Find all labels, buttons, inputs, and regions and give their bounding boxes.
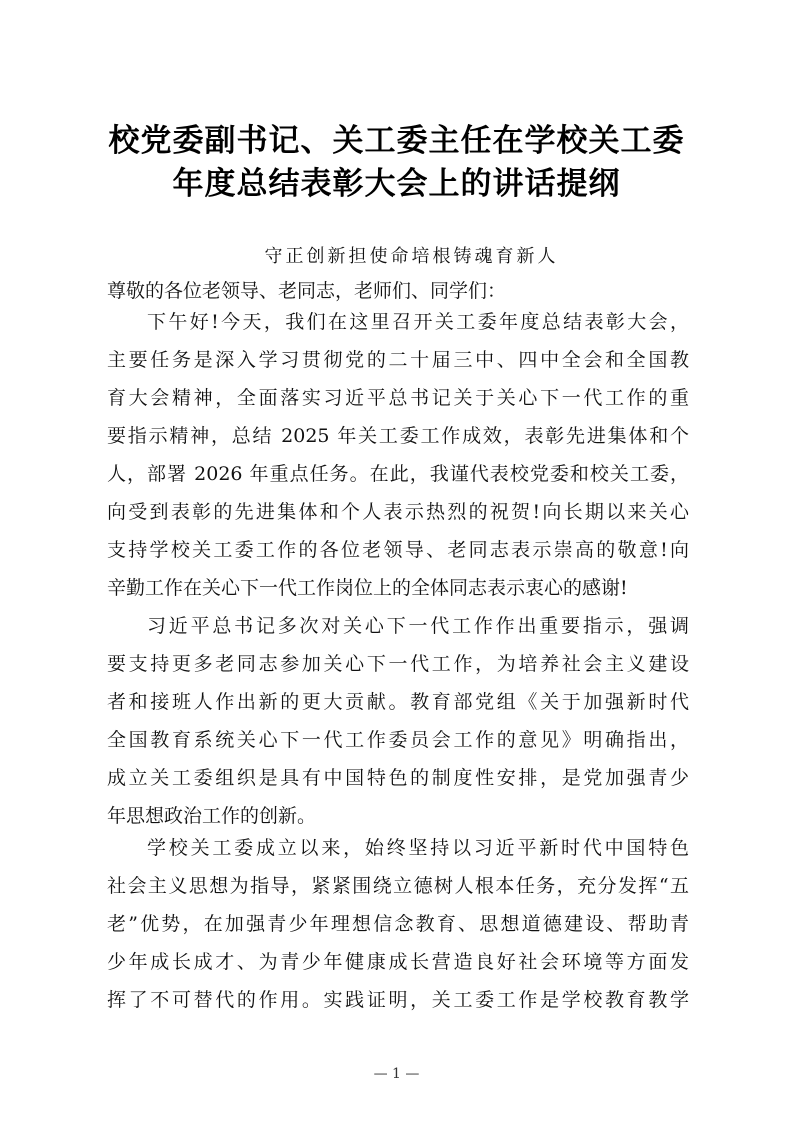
- paragraph-line: 少年成长成才、为青少年健康成长营造良好社会环境等方面发: [107, 951, 689, 973]
- paragraph-line: 人，部署 2026 年重点任务。在此，我谨代表校党委和校关工委，: [107, 463, 689, 485]
- paragraph-line: 育大会精神，全面落实习近平总书记关于关心下一代工作的重: [107, 387, 689, 409]
- paragraph-line: 年思想政治工作的创新。: [107, 805, 317, 827]
- document-title-line-2: 年度总结表彰大会上的讲话提纲: [172, 166, 621, 202]
- paragraph-line: 挥了不可替代的作用。实践证明，关工委工作是学校教育教学: [107, 989, 689, 1011]
- paragraph-line: 老”优势，在加强青少年理想信念教育、思想道德建设、帮助青: [107, 913, 689, 935]
- paragraph-line: 支持学校关工委工作的各位老领导、老同志表示崇高的敬意!向: [107, 539, 689, 561]
- paragraph-line: 主要任务是深入学习贯彻党的二十届三中、四中全会和全国教: [107, 349, 689, 371]
- paragraph-line: 全国教育系统关心下一代工作委员会工作的意见》明确指出，: [107, 729, 689, 751]
- paragraph-line: 学校关工委成立以来，始终坚持以习近平新时代中国特色: [147, 837, 689, 859]
- paragraph-line: 社会主义思想为指导，紧紧围绕立德树人根本任务，充分发挥“五: [107, 875, 689, 897]
- paragraph-line: 向受到表彰的先进集体和个人表示热烈的祝贺!向长期以来关心: [107, 501, 689, 523]
- document-title-line-1: 校党委副书记、关工委主任在学校关工委: [108, 123, 685, 159]
- paragraph-line: 下午好!今天，我们在这里召开关工委年度总结表彰大会，: [147, 311, 689, 333]
- paragraph-line: 要支持更多老同志参加关心下一代工作，为培养社会主义建设: [107, 653, 689, 675]
- paragraph-line: 者和接班人作出新的更大贡献。教育部党组《关于加强新时代: [107, 691, 689, 713]
- paragraph-line: 成立关工委组织是具有中国特色的制度性安排，是党加强青少: [107, 767, 689, 789]
- paragraph-line: 习近平总书记多次对关心下一代工作作出重要指示，强调: [147, 615, 689, 637]
- page-number: — 1 —: [373, 1066, 420, 1082]
- document-subtitle: 守正创新担使命培根铸魂育新人: [264, 246, 559, 267]
- greeting: 尊敬的各位老领导、老同志，老师们、同学们：: [107, 280, 507, 302]
- paragraph-line: 要指示精神，总结 2025 年关工委工作成效，表彰先进集体和个: [107, 425, 689, 447]
- paragraph-line: 辛勤工作在关心下一代工作岗位上的全体同志表示衷心的感谢!: [107, 577, 628, 599]
